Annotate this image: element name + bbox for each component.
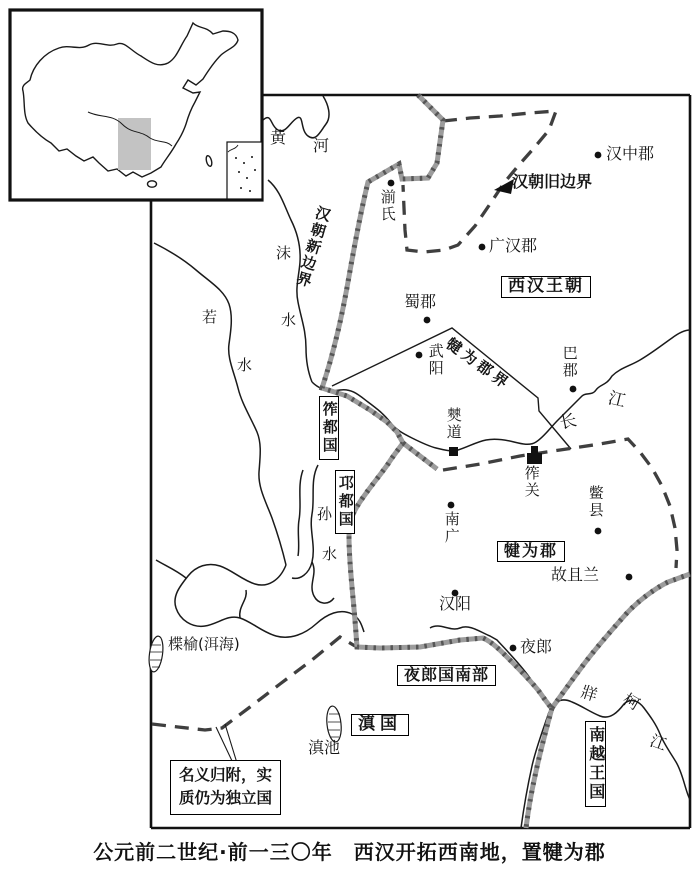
sunshui-river-branch <box>298 470 303 556</box>
city-dot-ba <box>570 386 577 393</box>
place-dianchi: 滇池 <box>308 738 341 757</box>
city-dot-shu <box>424 317 431 324</box>
meander-loop <box>312 562 334 603</box>
city-dot-wuyang <box>416 352 423 359</box>
place-hanyang: 汉阳 <box>439 594 472 613</box>
place-yeyu-erhai: 楪榆(洱海) <box>168 635 240 653</box>
place-jianshi: 湔氏 <box>378 189 397 223</box>
place-ba: 巴郡 <box>560 345 579 379</box>
moshui-label-shui: 水 <box>281 311 297 329</box>
place-yelang: 夜郎 <box>520 637 553 656</box>
note-leader-lines <box>216 724 237 763</box>
city-dot-jianshi <box>388 180 395 187</box>
city-dot-bie <box>595 528 602 535</box>
new-boundary-northeast-branch-hatch <box>552 574 690 708</box>
inset-map <box>10 10 262 200</box>
annotation-line-2: 质仍为独立国 <box>179 789 273 808</box>
place-zuoguan: 筰关 <box>522 465 541 499</box>
zangke-label-zang: 牂 <box>578 682 600 706</box>
new-boundary-south-branch-hatch <box>526 708 552 828</box>
region-box-qiongdu: 邛都国 <box>335 470 355 534</box>
region-box-qianweijun: 犍为郡 <box>497 541 565 562</box>
zangke-label-jiang: 江 <box>647 730 670 755</box>
city-dot-nanguang <box>448 502 455 509</box>
meander-loop-2 <box>156 560 246 618</box>
ruoshui-label-ruo: 若 <box>202 308 218 326</box>
yellow-river-label-he: 河 <box>313 136 330 155</box>
changjiang-label-chang: 长 <box>557 410 579 434</box>
zangke-river <box>549 700 690 800</box>
yellow-river-label-huang: 黄 <box>270 128 287 147</box>
place-nanguang: 南广 <box>442 511 461 545</box>
sunshui-label-sun: 孙 <box>317 505 333 523</box>
annotation-box <box>170 760 281 815</box>
zuoguan-fortress-icon <box>527 446 542 464</box>
annotation-line-1: 名义归附，实 <box>179 766 273 784</box>
new-boundary-label: 汉朝新边界 <box>292 203 334 291</box>
region-box-dian: 滇国 <box>351 714 409 736</box>
inset-highlight-region <box>118 118 151 170</box>
place-bie: 鳖县 <box>586 485 605 519</box>
old-boundary-label: 汉朝旧边界 <box>512 172 593 191</box>
region-box-zuodu: 筰都国 <box>319 396 339 460</box>
upper-yangtze-meanders <box>175 564 364 637</box>
place-guqielan: 故且兰 <box>551 565 600 584</box>
map-caption: 公元前二世纪·前一三〇年 西汉开拓西南地，置犍为郡 <box>93 840 606 864</box>
region-box-nanyue: 南越王国 <box>585 721 606 807</box>
ruoshui-label-shui: 水 <box>237 356 253 374</box>
qianwei-border-label: 犍为郡界 <box>442 334 515 394</box>
inset-islands-box <box>227 142 262 199</box>
place-shu: 蜀郡 <box>404 292 437 311</box>
place-bodao: 僰道 <box>444 407 463 441</box>
city-dot-yelang <box>510 645 517 652</box>
bodao-square-marker <box>449 447 458 456</box>
place-wuyang: 武阳 <box>426 343 445 377</box>
city-dot-guanghan <box>479 244 486 251</box>
zangke-label-ke: 柯 <box>619 689 644 714</box>
new-boundary-northeast-branch <box>552 574 690 708</box>
region-box-yelang-south: 夜郎国南部 <box>397 665 496 686</box>
place-guanghan: 广汉郡 <box>489 236 538 255</box>
changjiang-label-jiang: 江 <box>606 388 628 412</box>
city-dot-hanzhong <box>595 152 602 159</box>
city-dot-guqielan <box>626 574 633 581</box>
moshui-label-mo: 沫 <box>276 244 292 262</box>
ruoshui-river <box>154 243 286 565</box>
sunshui-label-shui: 水 <box>322 545 338 563</box>
sunshui-river <box>292 465 318 578</box>
region-box-western-han: 西汉王朝 <box>501 276 591 298</box>
place-hanzhong: 汉中郡 <box>606 144 655 163</box>
